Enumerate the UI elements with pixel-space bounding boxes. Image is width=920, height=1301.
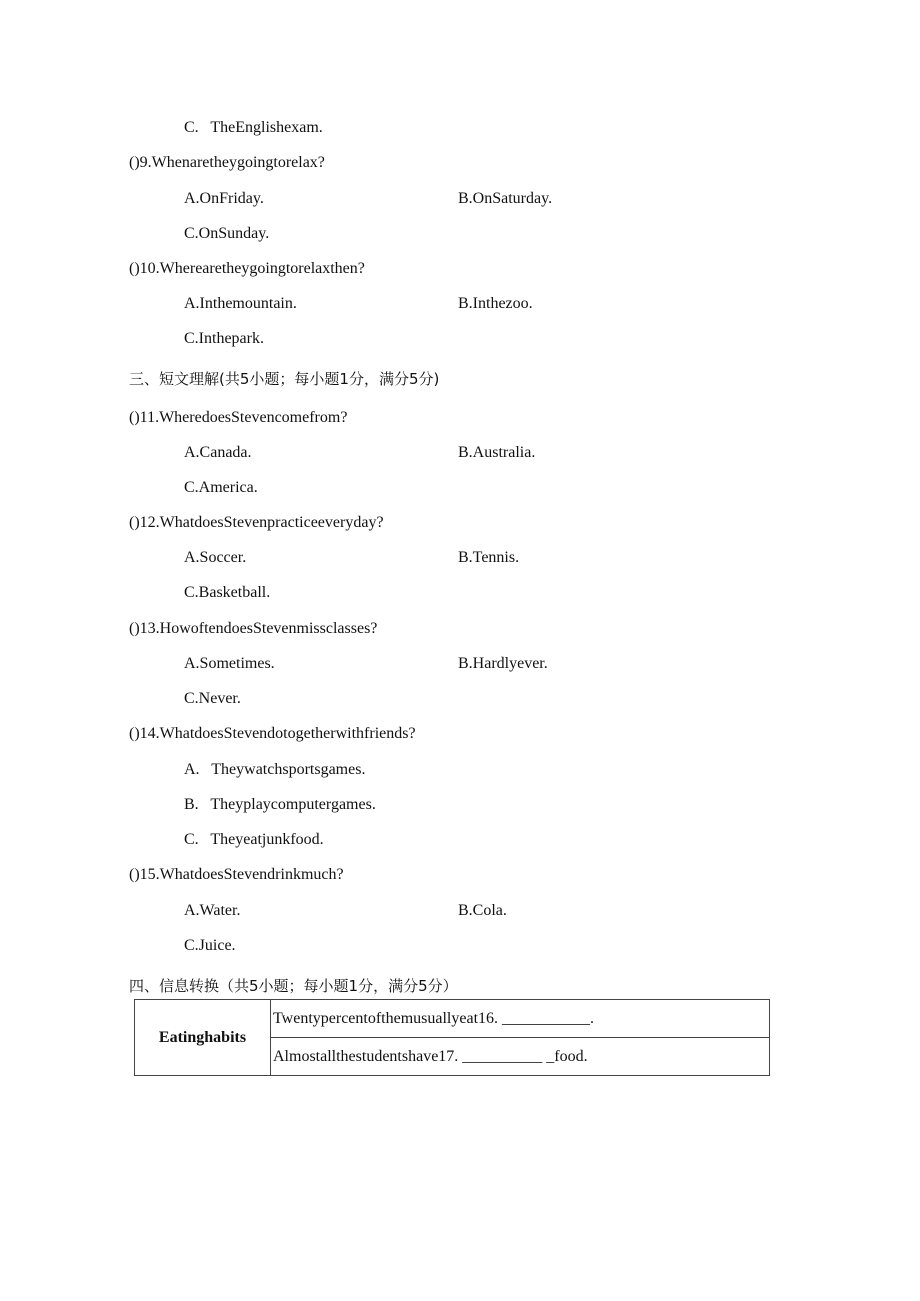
q13-option-b: B.Hardlyever.	[458, 655, 548, 672]
q11-option-c: C.America.	[184, 479, 258, 496]
info-transfer-table	[134, 999, 770, 1076]
q9-option-b: B.OnSaturday.	[458, 190, 553, 207]
q15-option-a: A.Water.	[184, 902, 241, 919]
q14-option-a: A. Theywatchsportsgames.	[184, 761, 366, 778]
q15-question: ()15.WhatdoesStevendrinkmuch?	[129, 866, 344, 883]
q14-option-b: B. Theyplaycomputergames.	[184, 796, 376, 813]
table-row-16: Twentypercentofthemusuallyeat16. ___________.	[271, 1000, 770, 1038]
table-label-eating-habits: Eatinghabits	[135, 1000, 271, 1076]
q9-option-a: A.OnFriday.	[184, 190, 264, 207]
q12-question: ()12.WhatdoesStevenpracticeeveryday?	[129, 514, 384, 531]
q15-option-b: B.Cola.	[458, 902, 507, 919]
q10-option-a: A.Inthemountain.	[184, 295, 297, 312]
q11-option-a: A.Canada.	[184, 444, 252, 461]
q12-option-b: B.Tennis.	[458, 549, 520, 566]
q10-question: ()10.Wherearetheygoingtorelaxthen?	[129, 260, 365, 277]
section-4-heading: 四、信息转换（共5小题；每小题1分，满分5分）	[129, 977, 458, 995]
q11-option-b: B.Australia.	[458, 444, 536, 461]
table-row-17: Almostallthestudentshave17. __________ _food.	[271, 1038, 770, 1076]
q9-option-c: C.OnSunday.	[184, 225, 270, 242]
q15-option-c: C.Juice.	[184, 937, 236, 954]
q9-question: ()9.Whenaretheygoingtorelax?	[129, 154, 325, 171]
q11-question: ()11.WheredoesStevencomefrom?	[129, 409, 348, 426]
q10-option-c: C.Inthepark.	[184, 330, 264, 347]
q12-option-c: C.Basketball.	[184, 584, 271, 601]
q14-option-c: C. Theyeatjunkfood.	[184, 831, 324, 848]
q8-option-c: C. TheEnglishexam.	[184, 119, 323, 136]
section-3-heading: 三、短文理解(共5小题；每小题1分，满分5分)	[129, 370, 440, 388]
q13-option-c: C.Never.	[184, 690, 241, 707]
q13-option-a: A.Sometimes.	[184, 655, 275, 672]
q14-question: ()14.WhatdoesStevendotogetherwithfriends?	[129, 725, 416, 742]
q13-question: ()13.HowoftendoesStevenmissclasses?	[129, 620, 378, 637]
q10-option-b: B.Inthezoo.	[458, 295, 533, 312]
q12-option-a: A.Soccer.	[184, 549, 247, 566]
